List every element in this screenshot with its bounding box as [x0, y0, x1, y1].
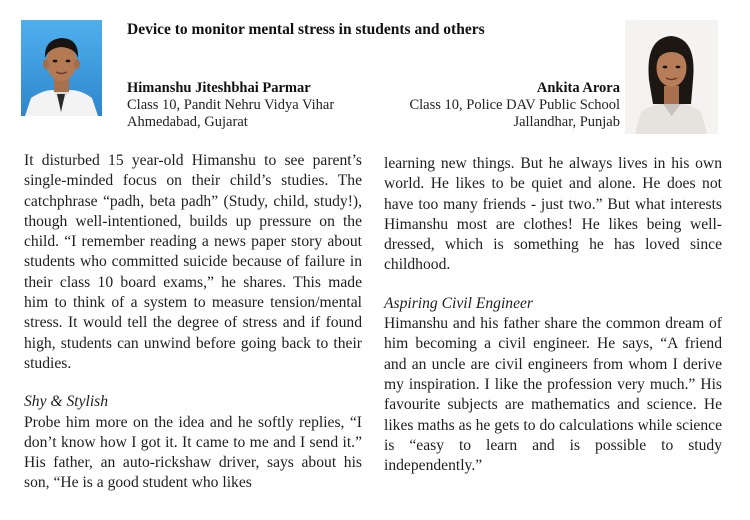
student-location: Ahmedabad, Gujarat: [127, 114, 248, 130]
paragraph-shy-stylish-part2: learning new things. But he always lives in his own world. He likes to be quiet and alone. He does not have too many friends - just two.” But what interests Himanshu most are clothes! He likes being well-dressed, which is something he has loved since childhood.: [384, 155, 722, 274]
student-photo-himanshu: [21, 20, 102, 116]
paragraph-shy-stylish-part1: Probe him more on the idea and he softly replies, “I don’t know how I got it. It came to me and I send it.” His father, an auto-rickshaw driver, says about his son, “He is a good student who likes: [24, 413, 362, 492]
student-credit-right: [409, 80, 620, 131]
section-heading-civil-engineer: Aspiring Civil Engineer: [384, 294, 533, 312]
article-column-right: [384, 154, 722, 476]
article-title: Device to monitor mental stress in students and others: [127, 21, 485, 38]
student-photo-ankita: [625, 20, 718, 134]
portrait-image: [625, 20, 718, 134]
article-column-left: [24, 151, 362, 494]
student-name: Himanshu Jiteshbhai Parmar: [127, 80, 311, 96]
intro-paragraph: It disturbed 15 year-old Himanshu to see parent’s single-minded focus on their child’s studies. The catchphrase “padh, beta padh” (Study, child, study!), though well-intentioned, builds up pressure on the child. “I remember reading a news paper story about students who committed suicide because of failure in their class 10 board exams,” he shares. This made him to think of a system to measure tension/mental stress. It would tell the degree of stress and if found high, students can unwind before going back to their studies.: [24, 152, 362, 372]
paragraph-civil-engineer: Himanshu and his father share the common dream of him becoming a civil engineer. He says, “A friend and an uncle are civil engineers from whom I derive my inspiration. I like the profession very much.” His favourite subjects are mathematics and science. He likes maths as he gets to do calculations while science is “easy to learn and is possible to study independently.”: [384, 315, 722, 475]
section-heading-shy-stylish: Shy & Stylish: [24, 393, 109, 411]
portrait-image: [21, 20, 102, 116]
student-name: Ankita Arora: [536, 80, 620, 96]
student-location: Jallandhar, Punjab: [513, 114, 620, 130]
student-school: Class 10, Pandit Nehru Vidya Vihar: [127, 97, 335, 113]
student-school: Class 10, Police DAV Public School: [409, 97, 620, 113]
student-credit-left: [127, 80, 334, 131]
